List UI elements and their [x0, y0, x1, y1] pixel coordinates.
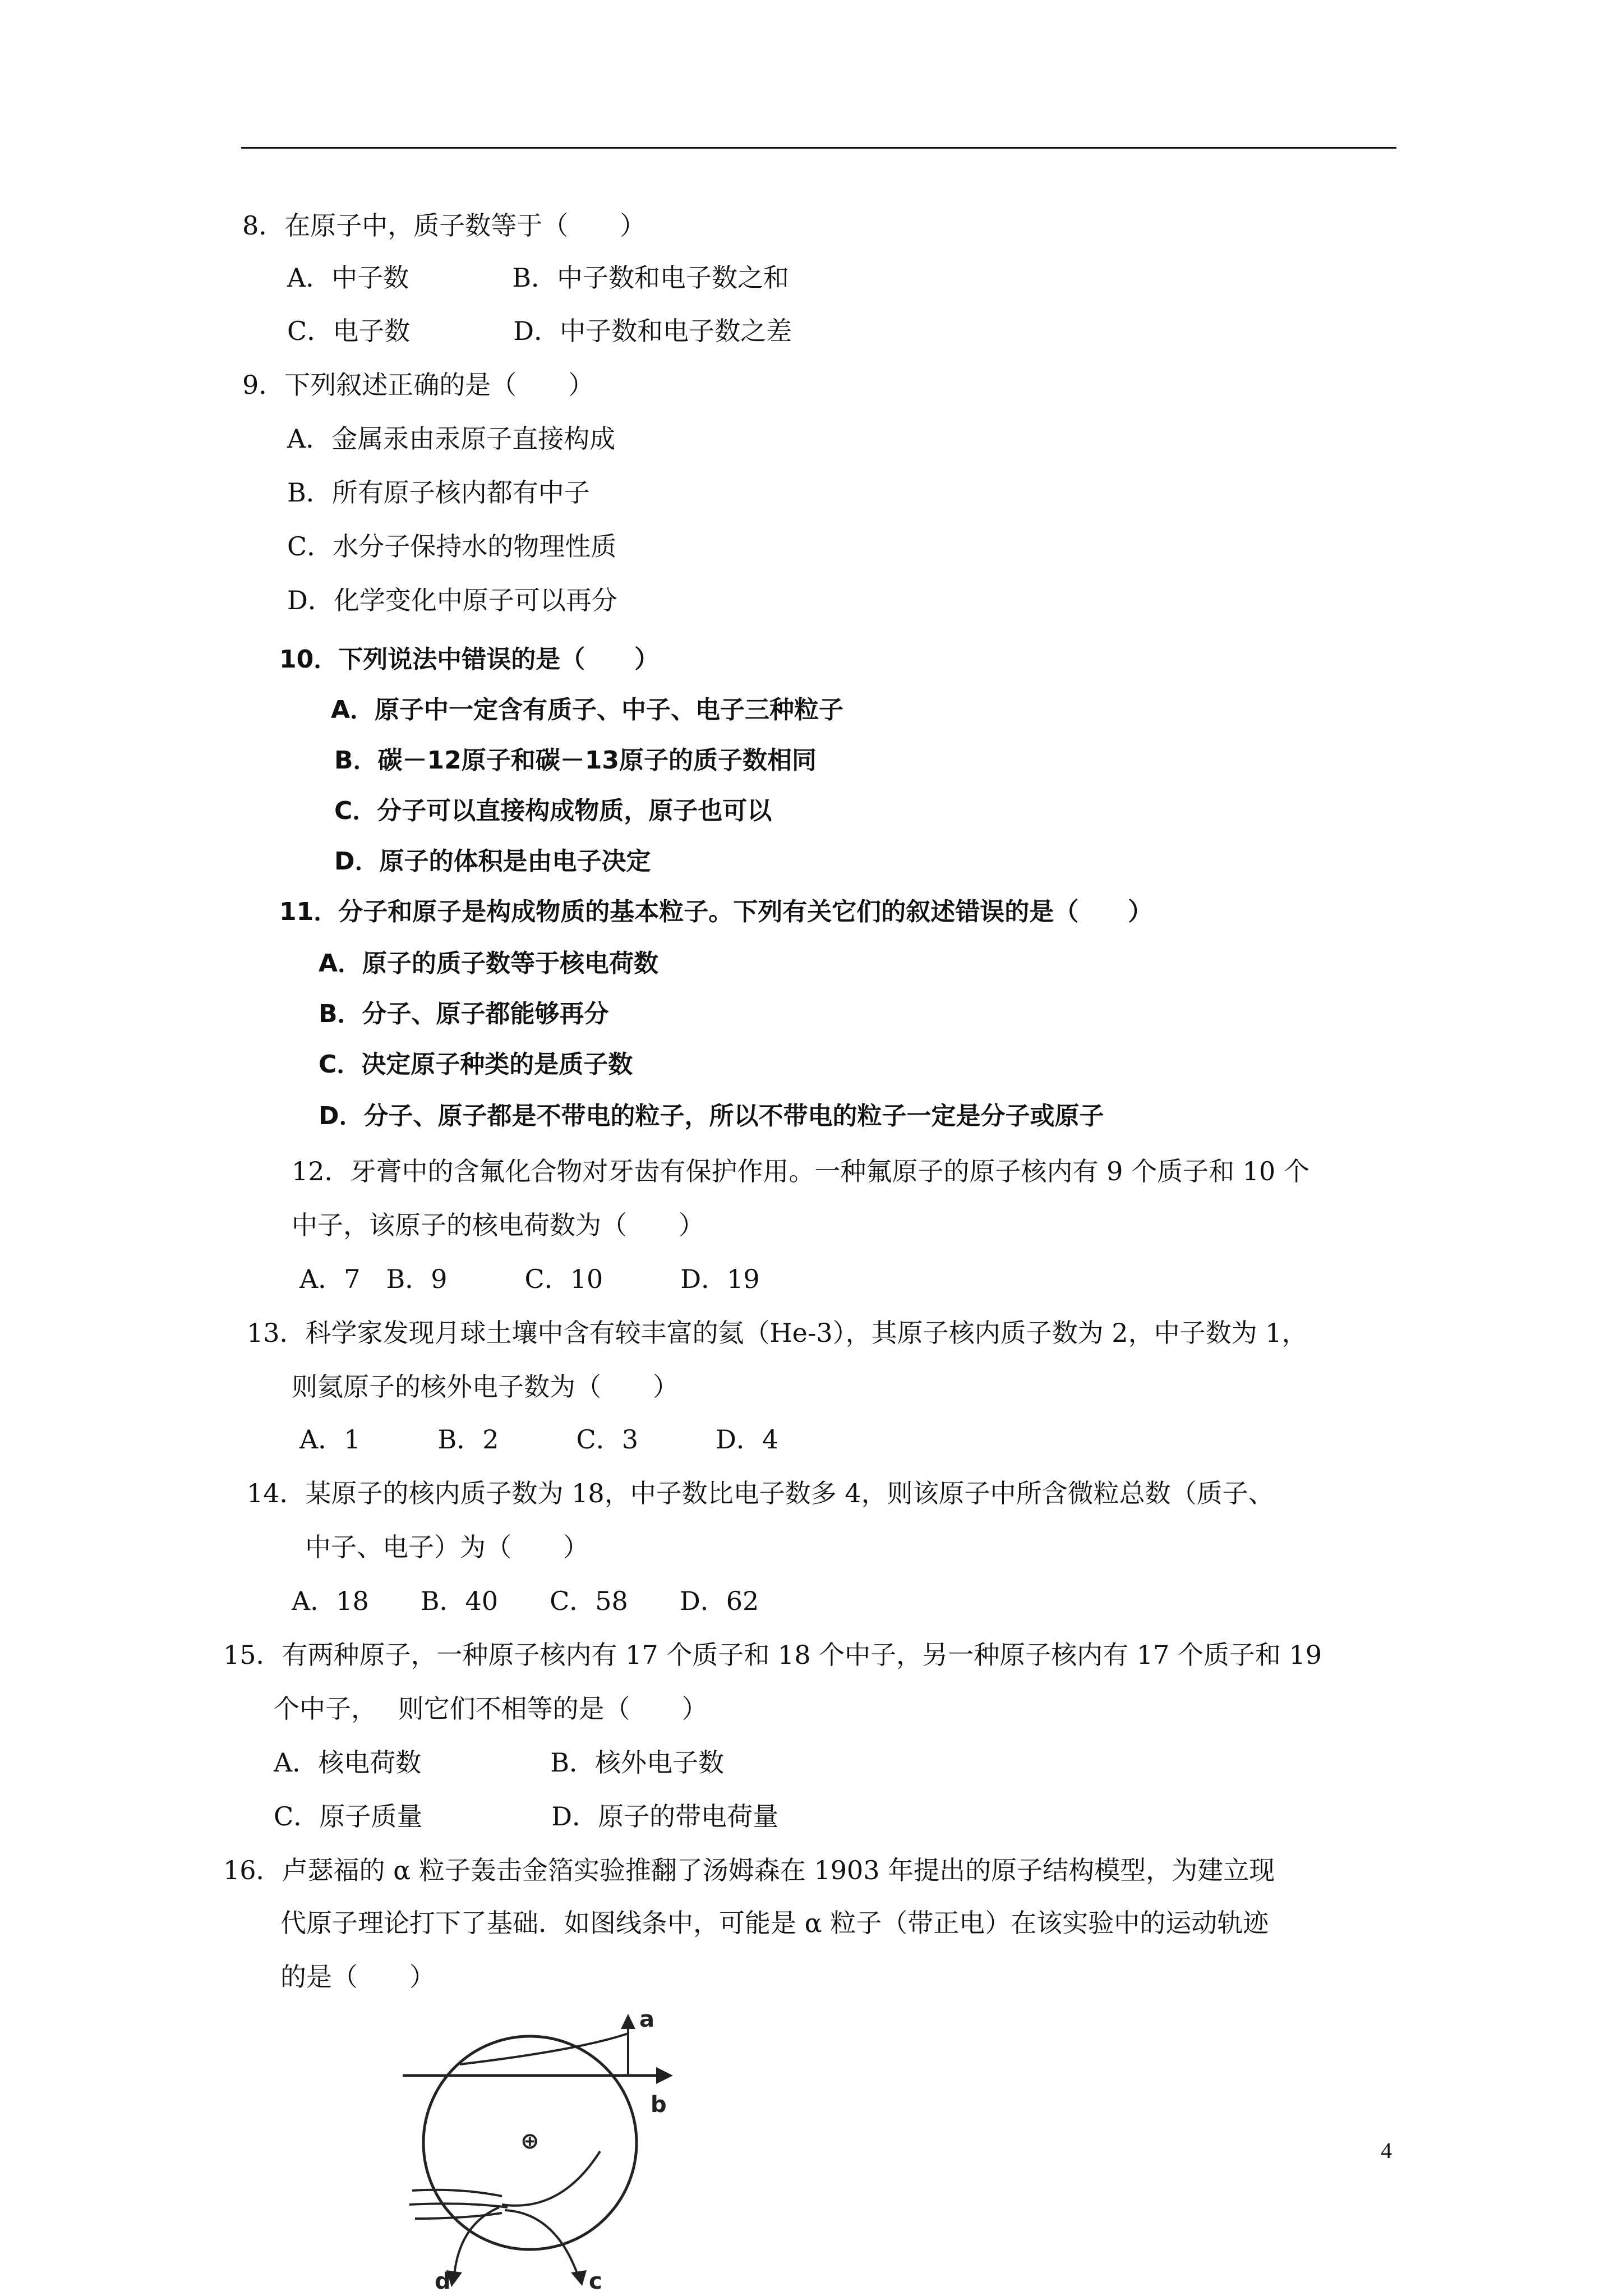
question-9-option-a: A．金属汞由汞原子直接构成 [287, 424, 616, 454]
question-14-stem: 14．某原子的核内质子数为 18，中子数比电子数多 4，则该原子中所含微粒总数（质子、 [247, 1478, 1274, 1508]
question-16-stem: 16．卢瑟福的 α 粒子轰击金箔实验推翻了汤姆森在 1903 年提出的原子结构模型，为建立现 [223, 1855, 1275, 1885]
question-10-option-c: C．分子可以直接构成物质，原子也可以 [334, 797, 772, 825]
question-8-stem: 8．在原子中，质子数等于（ ） [242, 210, 646, 241]
question-13-stem: 13．科学家发现月球土壤中含有较丰富的氦（He-3），其原子核内质子数为 2，中子数为 1， [247, 1318, 1308, 1348]
question-9-option-c: C．水分子保持水的物理性质 [287, 531, 617, 562]
incoming-path-1 [412, 2190, 502, 2196]
question-11-option-b: B．分子、原子都能够再分 [319, 1000, 609, 1028]
deflected-path [502, 2151, 600, 2206]
arrow-b [656, 2067, 673, 2084]
question-12-options: A．7 B．9 C．10 D．19 [299, 1264, 760, 1294]
page-number: 4 [1381, 2138, 1392, 2163]
question-8-options-row2: C．电子数 D．中子数和电子数之差 [287, 316, 792, 346]
question-11-option-d: D．分子、原子都是不带电的粒子，所以不带电的粒子一定是分子或原子 [319, 1102, 1104, 1130]
label-a: a [639, 2011, 654, 2032]
question-11-option-c: C．决定原子种类的是质子数 [319, 1050, 633, 1079]
label-d: d [435, 2269, 451, 2292]
question-15-stem: 15．有两种原子，一种原子核内有 17 个质子和 18 个中子，另一种原子核内有 17 个质子和 19 [223, 1640, 1322, 1670]
question-14-stem-cont: 中子、电子）为（ ） [305, 1532, 589, 1562]
question-9-option-d: D．化学变化中原子可以再分 [287, 585, 617, 615]
incoming-path-2 [409, 2203, 508, 2207]
question-16-stem-cont: 代原子理论打下了基础．如图线条中，可能是 α 粒子（带正电）在该实验中的运动轨迹 [280, 1908, 1269, 1938]
question-14-options: A．18 B．40 C．58 D．62 [292, 1586, 759, 1616]
label-c: c [589, 2269, 602, 2292]
question-12-stem: 12．牙膏中的含氟化合物对牙齿有保护作用。一种氟原子的原子核内有 9 个质子和 10 个 [292, 1156, 1310, 1186]
arrow-a [621, 2014, 635, 2029]
question-15-options-row2: C．原子质量 D．原子的带电荷量 [274, 1801, 779, 1832]
question-9-option-b: B．所有原子核内都有中子 [287, 477, 590, 508]
alpha-scattering-diagram [393, 2011, 707, 2292]
arrow-c [571, 2270, 587, 2286]
question-8-options-row1: A．中子数 B．中子数和电子数之和 [287, 263, 790, 293]
question-16-stem-cont2: 的是（ ） [280, 1962, 435, 1992]
question-15-options-row1: A．核电荷数 B．核外电子数 [274, 1747, 725, 1778]
question-13-options: A．1 B．2 C．3 D．4 [299, 1424, 779, 1455]
question-10-option-a: A．原子中一定含有质子、中子、电子三种粒子 [331, 696, 844, 724]
nucleus-symbol: ⊕ [520, 2128, 540, 2154]
question-9-stem: 9．下列叙述正确的是（ ） [242, 370, 594, 400]
header-rule [241, 147, 1396, 149]
question-11-stem: 11．分子和原子是构成物质的基本粒子。下列有关它们的叙述错误的是（ ） [279, 898, 1153, 926]
question-10-option-d: D．原子的体积是由电子决定 [334, 847, 651, 876]
question-11-option-a: A．原子的质子数等于核电荷数 [319, 949, 659, 978]
question-15-stem-cont: 个中子， 则它们不相等的是（ ） [274, 1694, 708, 1724]
question-10-option-b: B．碳－12原子和碳－13原子的质子数相同 [334, 746, 817, 775]
question-12-stem-cont: 中子，该原子的核电荷数为（ ） [292, 1210, 704, 1240]
label-b: b [651, 2092, 667, 2118]
question-13-stem-cont: 则氦原子的核外电子数为（ ） [292, 1372, 679, 1402]
question-10-stem: 10．下列说法中错误的是（ ） [279, 645, 660, 674]
